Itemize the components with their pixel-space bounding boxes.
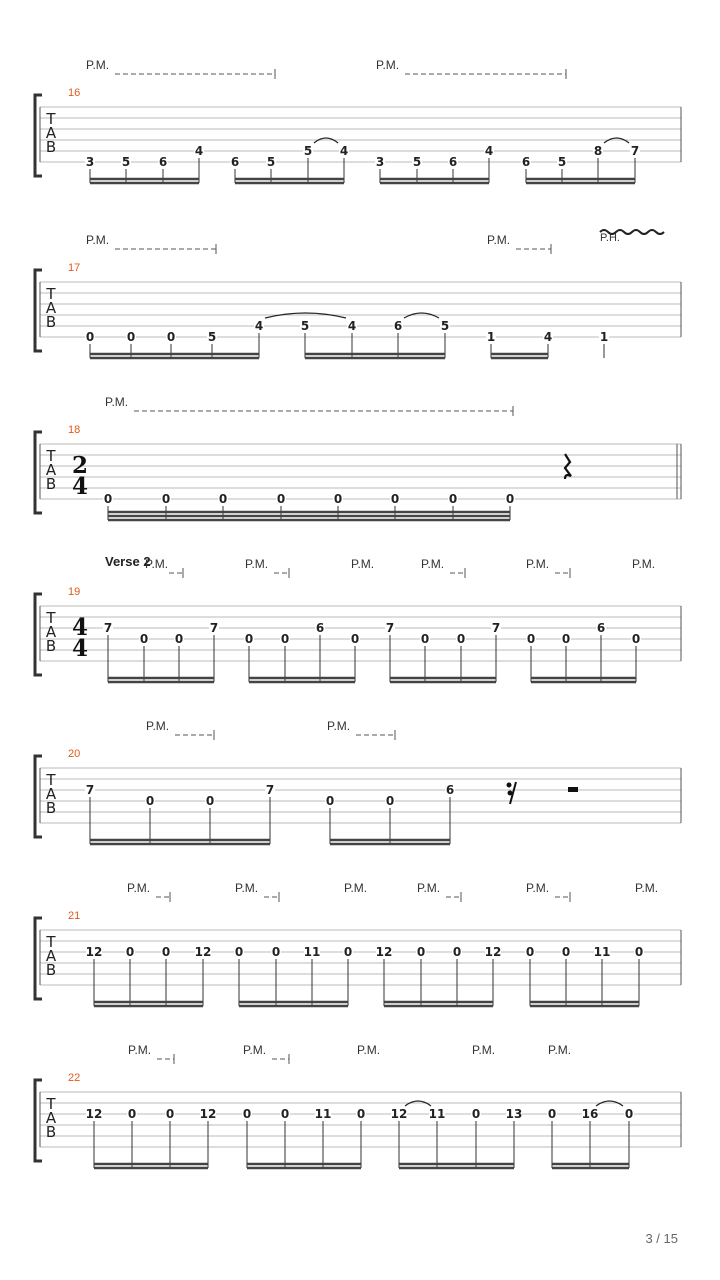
measure-number: 21 [68, 910, 81, 922]
fret-number: 0 [452, 945, 462, 959]
half-rest [568, 787, 578, 792]
fret-number: 5 [300, 319, 310, 333]
palm-mute-label: P.M. [635, 881, 659, 895]
fret-number: 5 [557, 155, 567, 169]
fret-number: 0 [103, 492, 113, 506]
fret-number: 0 [385, 794, 395, 808]
measure-number: 20 [68, 748, 81, 760]
fret-number: 16 [581, 1107, 599, 1121]
tab-clef-letter: B [45, 637, 57, 655]
fret-number: 0 [343, 945, 353, 959]
palm-mute-label: P.M. [487, 233, 511, 247]
fret-number: 8 [593, 144, 603, 158]
palm-mute-label: P.M. [235, 881, 259, 895]
fret-number: 0 [634, 945, 644, 959]
fret-number: 0 [420, 632, 430, 646]
fret-number: 0 [325, 794, 335, 808]
fret-number: 5 [266, 155, 276, 169]
palm-mute-label: P.M. [146, 719, 170, 733]
fret-number: 0 [356, 1107, 366, 1121]
fret-number: 0 [166, 330, 176, 344]
fret-number: 7 [491, 621, 501, 635]
fret-number: 0 [448, 492, 458, 506]
fret-number: 1 [599, 330, 609, 344]
fret-number: 5 [207, 330, 217, 344]
fret-number: 0 [218, 492, 228, 506]
system-measure-19 [35, 554, 681, 682]
tab-clef-letter: T [46, 285, 56, 303]
palm-mute-label: P.M. [351, 557, 375, 571]
fret-number: 7 [265, 783, 275, 797]
fret-number: 7 [85, 783, 95, 797]
fret-number: 12 [194, 945, 212, 959]
time-signature-bottom: 4 [71, 473, 89, 500]
tab-clef-letter: T [46, 609, 56, 627]
fret-number: 0 [125, 945, 135, 959]
fret-number: 0 [174, 632, 184, 646]
fret-number: 0 [139, 632, 149, 646]
tab-clef-letter: T [46, 933, 56, 951]
fret-number: 0 [145, 794, 155, 808]
fret-number: 1 [486, 330, 496, 344]
tab-clef-letter: B [45, 313, 57, 331]
system-measure-17 [35, 230, 681, 358]
fret-number: 6 [448, 155, 458, 169]
fret-number: 7 [630, 144, 640, 158]
section-label: Verse 2 [105, 554, 151, 569]
palm-mute-label: P.M. [344, 881, 368, 895]
fret-number: 3 [85, 155, 95, 169]
system-measure-22 [35, 1043, 681, 1168]
page-number: 3 / 15 [645, 1231, 678, 1246]
fret-number: 11 [593, 945, 611, 959]
fret-number: 0 [126, 330, 136, 344]
fret-number: 6 [445, 783, 455, 797]
palm-mute-label: P.M. [357, 1043, 381, 1057]
palm-mute-label: P.M. [86, 58, 110, 72]
fret-number: 12 [199, 1107, 217, 1121]
fret-number: 5 [440, 319, 450, 333]
palm-mute-label: P.M. [86, 233, 110, 247]
fret-number: 11 [314, 1107, 332, 1121]
fret-number: 5 [121, 155, 131, 169]
tab-clef-letter: A [45, 124, 57, 142]
fret-number: 0 [456, 632, 466, 646]
time-signature-top: 2 [71, 452, 89, 479]
fret-number: 0 [271, 945, 281, 959]
fret-number: 0 [244, 632, 254, 646]
fret-number: 5 [412, 155, 422, 169]
fret-number: 12 [375, 945, 393, 959]
tab-clef-letter: T [46, 1095, 56, 1113]
fret-number: 4 [484, 144, 494, 158]
fret-number: 12 [484, 945, 502, 959]
fret-number: 6 [393, 319, 403, 333]
fret-number: 0 [280, 632, 290, 646]
fret-number: 0 [165, 1107, 175, 1121]
fret-number: 0 [205, 794, 215, 808]
fret-number: 0 [547, 1107, 557, 1121]
palm-mute-label: P.M. [417, 881, 441, 895]
fret-number: 6 [315, 621, 325, 635]
time-signature-bottom: 4 [71, 635, 89, 662]
fret-number: 0 [561, 632, 571, 646]
fret-number: 7 [103, 621, 113, 635]
fret-number: 0 [526, 632, 536, 646]
time-signature-top: 4 [71, 614, 89, 641]
fret-number: 0 [234, 945, 244, 959]
tab-clef-letter: A [45, 461, 57, 479]
tab-clef-letter: T [46, 447, 56, 465]
palm-mute-label: P.M. [105, 395, 129, 409]
fret-number: 3 [375, 155, 385, 169]
system-measure-21 [35, 881, 681, 1006]
measure-number: 18 [68, 424, 81, 436]
measure-number: 17 [68, 262, 81, 274]
tab-clef-letter: A [45, 299, 57, 317]
tab-clef-letter: A [45, 1109, 57, 1127]
fret-number: 11 [428, 1107, 446, 1121]
palm-mute-label: P.M. [632, 557, 656, 571]
fret-number: 0 [85, 330, 95, 344]
palm-mute-label: P.M. [526, 557, 550, 571]
fret-number: 7 [385, 621, 395, 635]
fret-number: 6 [521, 155, 531, 169]
fret-number: 0 [161, 492, 171, 506]
palm-mute-label: P.M. [128, 1043, 152, 1057]
fret-number: 0 [416, 945, 426, 959]
fret-number: 4 [254, 319, 264, 333]
palm-mute-label: P.M. [472, 1043, 496, 1057]
palm-mute-label: P.M. [127, 881, 151, 895]
palm-mute-label: P.M. [243, 1043, 267, 1057]
palm-mute-label: P.M. [327, 719, 351, 733]
tab-clef-letter: A [45, 785, 57, 803]
fret-number: 0 [631, 632, 641, 646]
tab-clef-letter: B [45, 138, 57, 156]
fret-number: 6 [158, 155, 168, 169]
fret-number: 0 [127, 1107, 137, 1121]
palm-mute-label: P.M. [526, 881, 550, 895]
fret-number: 13 [505, 1107, 523, 1121]
fret-number: 0 [161, 945, 171, 959]
fret-number: 5 [303, 144, 313, 158]
measure-number: 22 [68, 1072, 81, 1084]
fret-number: 0 [390, 492, 400, 506]
fret-number: 0 [471, 1107, 481, 1121]
tab-clef-letter: B [45, 475, 57, 493]
palm-mute-label: P.M. [548, 1043, 572, 1057]
fret-number: 12 [85, 945, 103, 959]
fret-number: 0 [505, 492, 515, 506]
fret-number: 4 [194, 144, 204, 158]
measure-number: 16 [68, 87, 81, 99]
fret-number: 12 [390, 1107, 408, 1121]
fret-number: 7 [209, 621, 219, 635]
fret-number: 0 [280, 1107, 290, 1121]
fret-number: 6 [230, 155, 240, 169]
fret-number: 0 [624, 1107, 634, 1121]
fret-number: 0 [350, 632, 360, 646]
fret-number: 12 [85, 1107, 103, 1121]
fret-number: 4 [339, 144, 349, 158]
system-measure-18 [35, 395, 681, 520]
palm-mute-label: P.M. [245, 557, 269, 571]
system-measure-16 [35, 58, 681, 183]
measure-number: 19 [68, 586, 81, 598]
tab-clef-letter: B [45, 961, 57, 979]
fret-number: 0 [242, 1107, 252, 1121]
palm-mute-label: P.M. [145, 557, 169, 571]
tab-clef-letter: T [46, 771, 56, 789]
tab-clef-letter: T [46, 110, 56, 128]
fret-number: 0 [525, 945, 535, 959]
tab-clef-letter: B [45, 1123, 57, 1141]
tab-clef-letter: B [45, 799, 57, 817]
fret-number: 4 [347, 319, 357, 333]
fret-number: 11 [303, 945, 321, 959]
palm-mute-label: P.M. [421, 557, 445, 571]
fret-number: 4 [543, 330, 553, 344]
tab-clef-letter: A [45, 623, 57, 641]
tab-clef-letter: A [45, 947, 57, 965]
system-measure-20 [35, 719, 681, 844]
fret-number: 0 [561, 945, 571, 959]
fret-number: 6 [596, 621, 606, 635]
fret-number: 0 [276, 492, 286, 506]
palm-mute-label: P.M. [376, 58, 400, 72]
pinch-harmonic-label: P.H. [600, 232, 620, 244]
fret-number: 0 [333, 492, 343, 506]
rest-dot [507, 783, 512, 788]
